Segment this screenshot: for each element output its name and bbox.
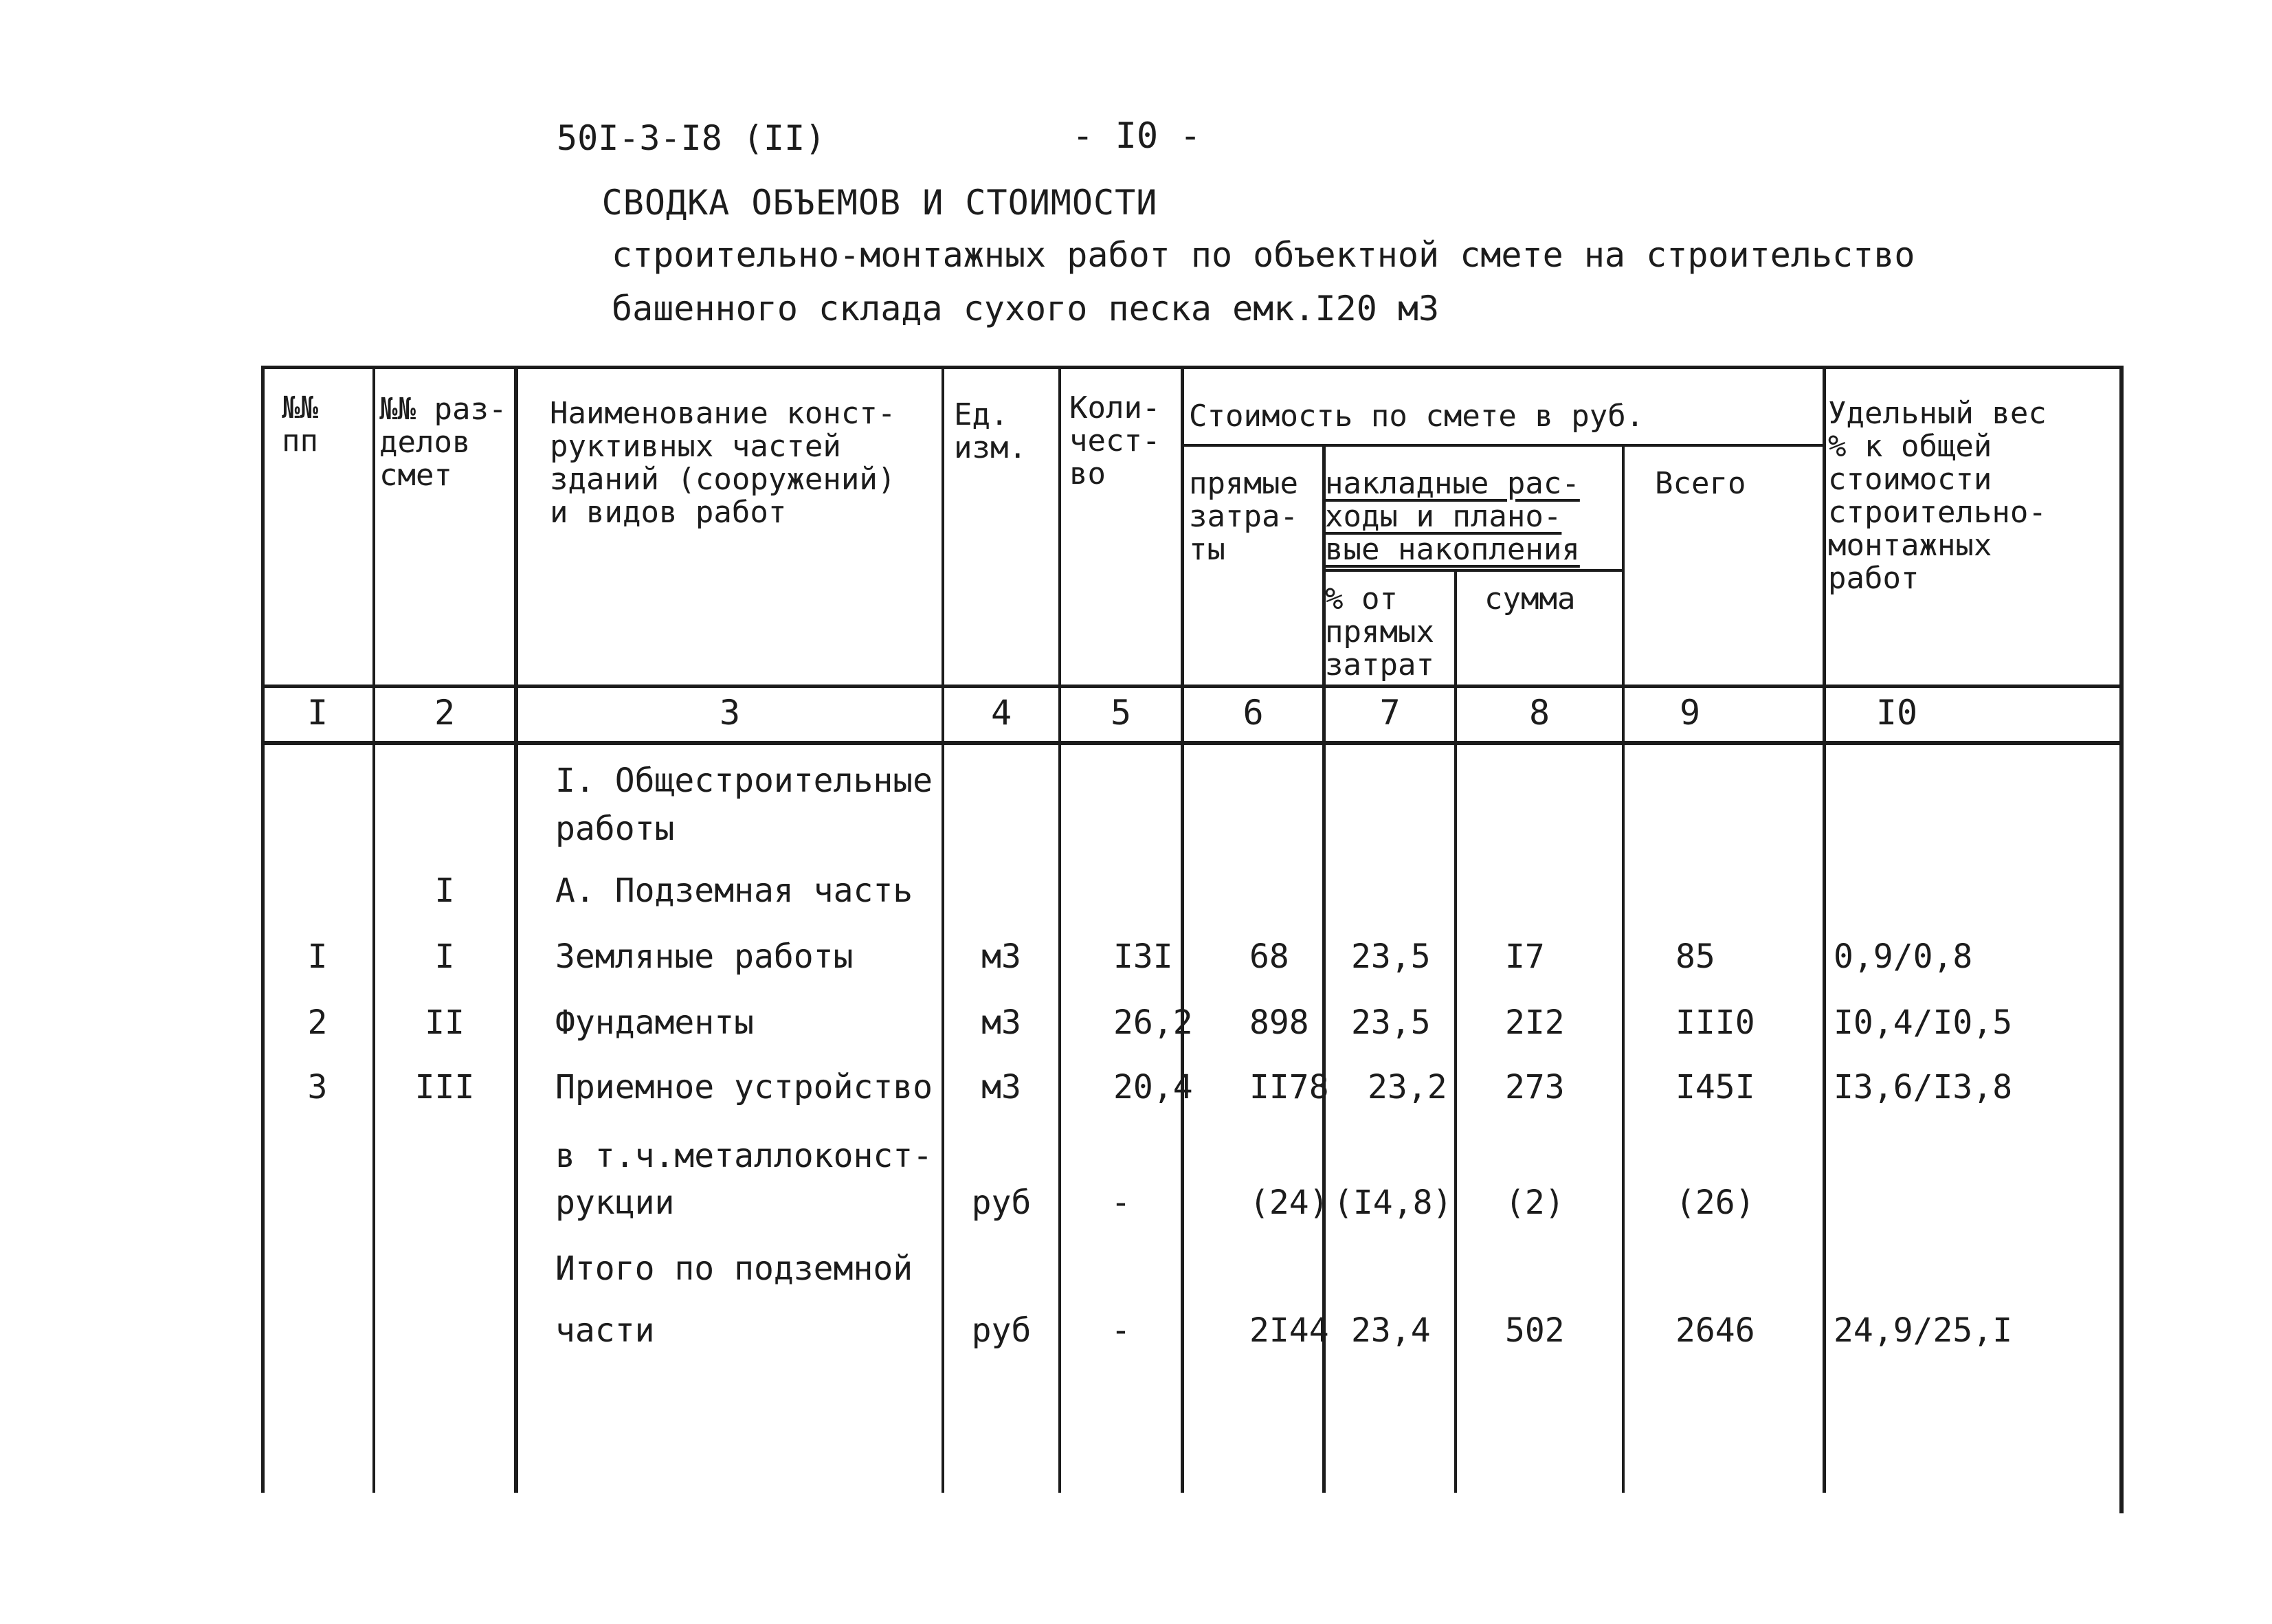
row-total: III0 [1675, 1003, 1755, 1042]
row-quantity: I3I [1113, 937, 1173, 976]
row-overhead-percent: 23,5 [1351, 1003, 1431, 1042]
row-number: 2 [307, 1003, 328, 1042]
col-border-8 [1622, 444, 1625, 1493]
row-unit: м3 [981, 1003, 1021, 1042]
subtitle-line-1: строительно-монтажных работ по объектной смете на строительство [612, 235, 1915, 275]
row-overhead-sum: 502 [1505, 1311, 1565, 1350]
row-share: 24,9/25,I [1834, 1311, 2013, 1350]
column-number-6: 6 [1243, 693, 1264, 733]
row-overhead-sum: 2I2 [1505, 1003, 1565, 1042]
column-number-4: 4 [990, 693, 1012, 733]
row-name-line-2: рукции [555, 1183, 675, 1222]
row-overhead-sum: I7 [1505, 937, 1545, 976]
row-share: I0,4/I0,5 [1834, 1003, 2013, 1042]
column-number-8: 8 [1528, 693, 1550, 733]
column-number-7: 7 [1379, 693, 1401, 733]
page-title: СВОДКА ОБЪЕМОВ И СТОИМОСТИ [601, 183, 1158, 223]
header-name: Наименование конст- руктивных частей зданий (сооружений) и видов работ [550, 396, 896, 530]
subsection-title: А. Подземная часть [555, 871, 913, 910]
column-number-5: 5 [1110, 693, 1132, 733]
column-number-1: I [307, 693, 328, 733]
row-unit: руб [971, 1311, 1032, 1350]
row-direct: (24) [1249, 1183, 1329, 1222]
section-title-line-2: работы [555, 810, 675, 848]
row-overhead-percent: 23,5 [1351, 937, 1431, 976]
row-number: 3 [307, 1068, 328, 1106]
row-total: (26) [1675, 1183, 1755, 1222]
col-border-5 [1181, 366, 1184, 1493]
row-quantity: 26,2 [1113, 1003, 1193, 1042]
row-overhead-percent: 23,2 [1368, 1068, 1447, 1106]
header-overhead-sum: сумма [1484, 581, 1576, 616]
row-unit: руб [971, 1183, 1032, 1222]
row-name: Земляные работы [555, 937, 854, 976]
row-name: Фундаменты [555, 1003, 754, 1042]
document-code: 50I-3-I8 (II) [557, 118, 826, 158]
header-share: Удельный вес % к общей стоимости строительно- монтажных работ [1828, 396, 2047, 596]
row-total: 85 [1675, 937, 1715, 976]
row-section: III [414, 1068, 475, 1106]
header-cost-group: Стоимость по смете в руб. [1189, 399, 1645, 434]
column-number-10: I0 [1875, 693, 1918, 733]
row-name-line-2: части [555, 1311, 655, 1350]
row-share: I3,6/I3,8 [1834, 1068, 2013, 1106]
row-quantity: 20,4 [1113, 1068, 1193, 1106]
row-share: 0,9/0,8 [1834, 937, 1973, 976]
row-section: II [425, 1003, 465, 1042]
header-direct-costs: прямые затра- ты [1189, 466, 1298, 567]
col-border-left [261, 366, 265, 1493]
section-title-line-1: I. Общестроительные [555, 761, 933, 800]
col-border-1 [372, 366, 375, 1493]
header-quantity: Коли- чест- во [1069, 390, 1161, 491]
row-name-line-1: Итого по подземной [555, 1249, 913, 1288]
column-number-9: 9 [1679, 693, 1701, 733]
row-total: I45I [1675, 1068, 1755, 1106]
row-number: I [307, 937, 328, 976]
header-row-number: №№ пп [282, 390, 318, 458]
subsection-section-number: I [434, 871, 455, 910]
header-unit: Ед. изм. [954, 397, 1027, 465]
table-top-border [261, 366, 2124, 369]
row-direct: II78 [1249, 1068, 1329, 1106]
column-number-2: 2 [434, 693, 456, 733]
overhead-subheader-line [1325, 569, 1622, 572]
row-section: I [434, 937, 455, 976]
row-total: 2646 [1675, 1311, 1755, 1350]
row-quantity: - [1111, 1311, 1131, 1350]
column-numbers-border [261, 741, 2124, 745]
row-direct: 68 [1249, 937, 1289, 976]
cost-group-underline [1183, 444, 1824, 447]
header-section-number: №№ раз- делов смет [379, 392, 507, 493]
row-name-line-1: в т.ч.металлоконст- [555, 1137, 933, 1175]
header-bottom-border [261, 685, 2124, 688]
column-number-3: 3 [719, 693, 741, 733]
row-direct: 2I44 [1249, 1311, 1329, 1350]
page-number: - I0 - [1072, 115, 1201, 157]
row-quantity: - [1111, 1183, 1131, 1222]
row-overhead-sum: 273 [1505, 1068, 1565, 1106]
col-border-right [2119, 366, 2124, 1513]
row-overhead-percent: 23,4 [1351, 1311, 1431, 1350]
col-border-9 [1823, 366, 1826, 1493]
row-unit: м3 [981, 1068, 1021, 1106]
header-total: Всего [1655, 466, 1746, 501]
row-direct: 898 [1249, 1003, 1309, 1042]
row-overhead-percent: (I4,8) [1333, 1183, 1453, 1222]
header-overhead-group: накладные рас- ходы и плано- вые накопления [1325, 466, 1580, 567]
row-unit: м3 [981, 937, 1021, 976]
row-overhead-sum: (2) [1505, 1183, 1565, 1222]
col-border-2 [514, 366, 518, 1493]
subtitle-line-2: башенного склада сухого песка емк.I20 м3 [612, 289, 1440, 329]
row-name: Приемное устройство [555, 1068, 933, 1106]
header-overhead-percent: % от прямых затрат [1325, 581, 1434, 682]
